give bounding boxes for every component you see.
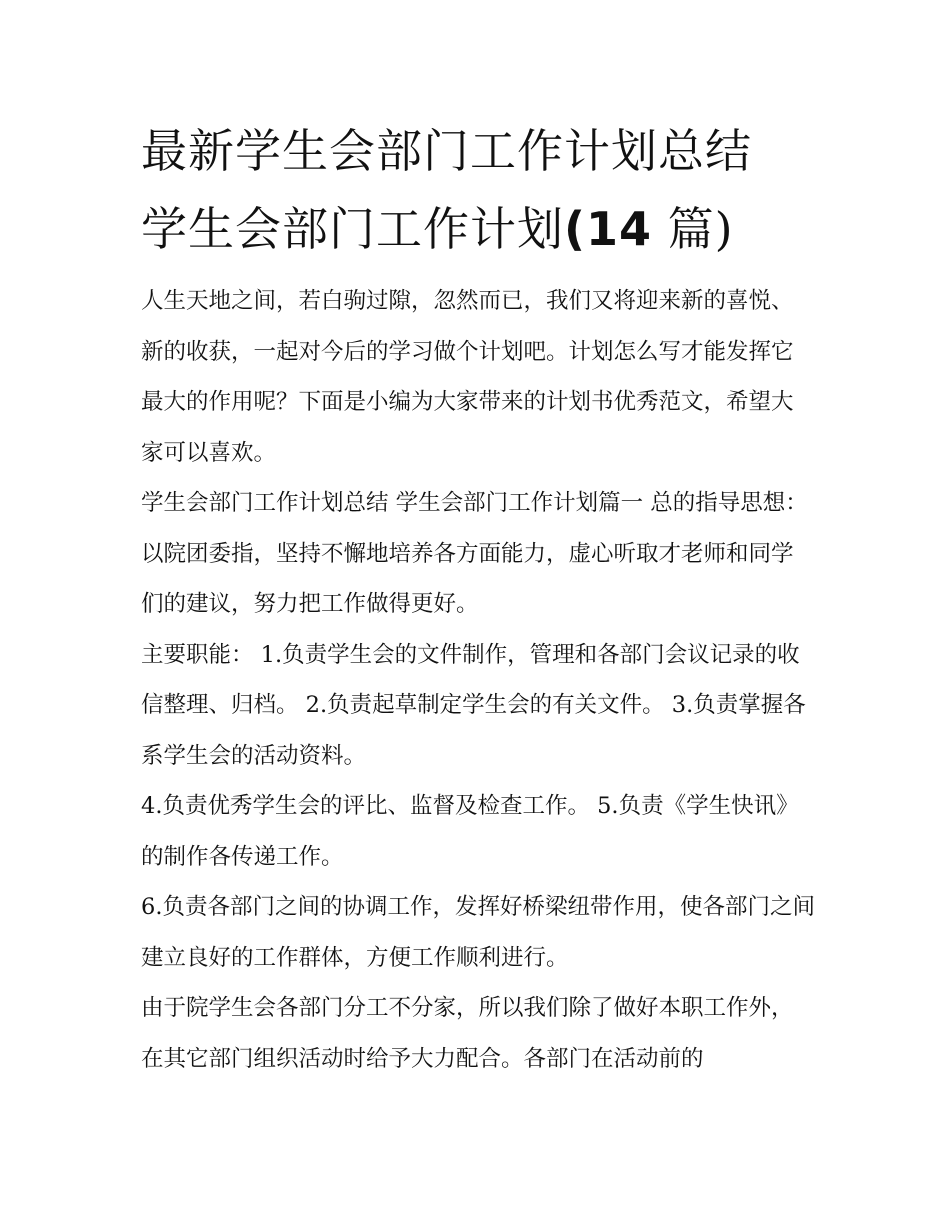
paragraph-main-functions: 主要职能： 1.负责学生会的文件制作，管理和各部门会议记录的收信整理、归档。 2.负责起草制定学生会的有关文件。 3.负责掌握各系学生会的活动资料。 — [141, 641, 806, 769]
title-line-2 — [141, 202, 734, 256]
document-title — [141, 112, 831, 268]
paragraph-guiding-idea: 学生会部门工作计划总结 学生会部门工作计划篇一 总的指导思想：以院团委指，坚持不懈地培养各方面能力，虚心听取才老师和同学们的建议，努力把工作做得更好。 — [141, 490, 808, 617]
paragraph-functions-4-5: 4.负责优秀学生会的评比、监督及检查工作。 5.负责《学生快讯》的制作各传递工作。 — [141, 793, 799, 870]
paragraph-cooperation: 由于院学生会各部门分工不分家，所以我们除了做好本职工作外，在其它部门组织活动时给予大力配合。各部门在活动前的 — [141, 995, 794, 1072]
title-line-2-prefix: 学生会部门工作计划 — [141, 202, 564, 256]
document-body — [141, 276, 815, 1084]
paragraph-function-6: 6.负责各部门之间的协调工作，发挥好桥梁纽带作用，使各部门之间建立良好的工作群体，方便工作顺利进行。 — [141, 894, 815, 971]
title-line-1: 最新学生会部门工作计划总结 — [141, 124, 752, 178]
title-line-2-suffix: 篇) — [667, 202, 734, 256]
paragraph-intro: 人生天地之间，若白驹过隙，忽然而已，我们又将迎来新的喜悦、新的收获，一起对今后的学习做个计划吧。计划怎么写才能发挥它最大的作用呢？下面是小编为大家带来的计划书优秀范文，希望大家可以喜欢。 — [141, 288, 794, 466]
title-line-2-number: (14 — [564, 202, 653, 256]
